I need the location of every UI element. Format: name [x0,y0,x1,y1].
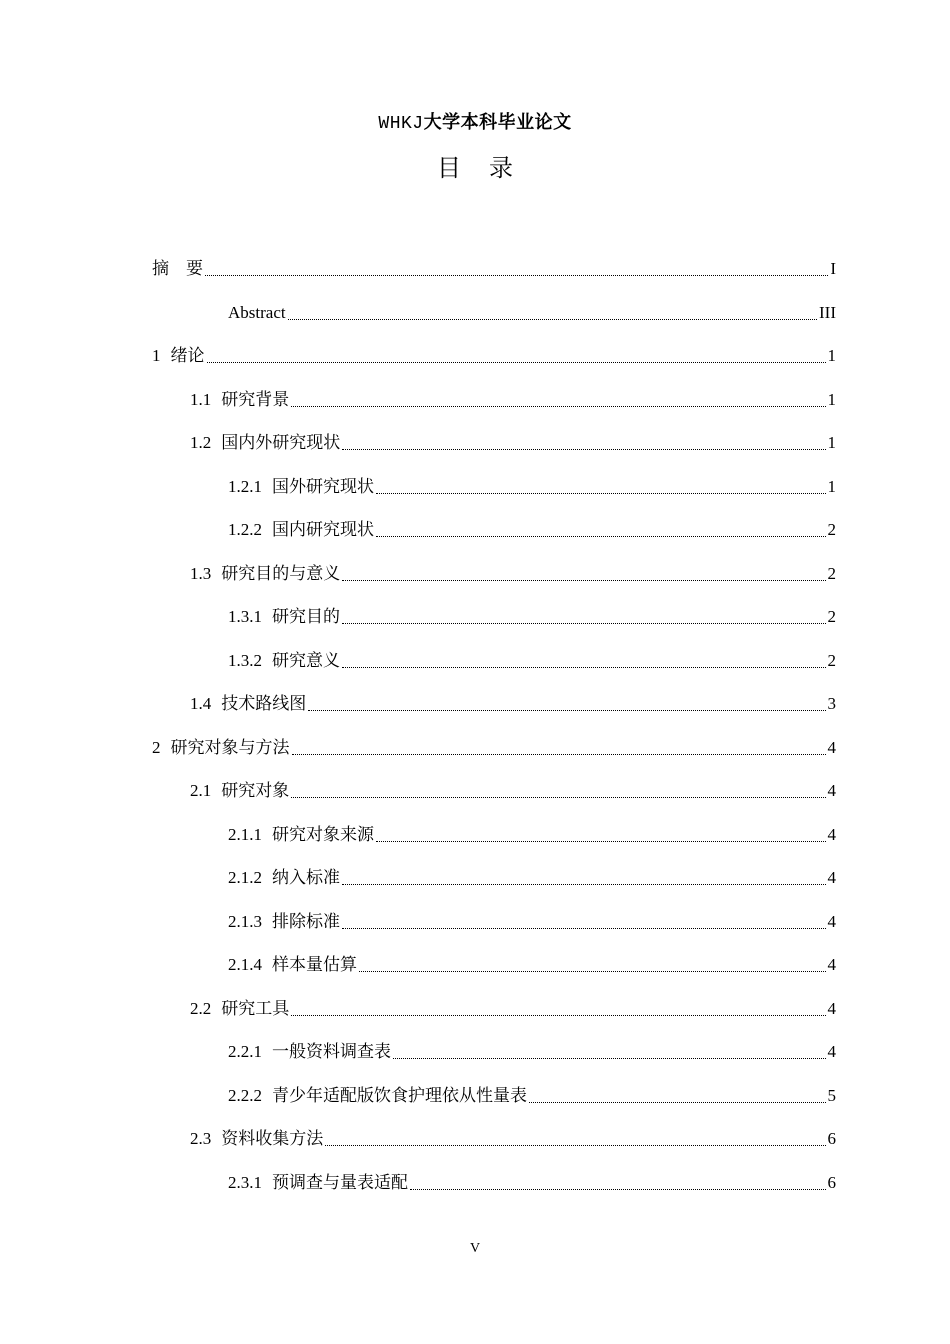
toc-entry-title: 研究背景 [221,389,290,409]
toc-entry-number: 2.2 [190,998,212,1018]
toc-entry-number: 2.2.2 [228,1085,262,1105]
document-header [0,108,950,134]
header-thesis-type: 大学本科毕业论文 [423,112,572,133]
toc-entry-page: 2 [827,650,836,670]
toc-dot-leader [342,666,826,668]
toc-entry-title: 研究工具 [221,998,290,1018]
toc-entry-page: 4 [827,824,836,844]
toc-entry[interactable] [190,385,836,415]
toc-entry[interactable] [152,341,836,371]
toc-entry-number: 1.3.1 [228,607,262,626]
toc-entry-title: 一般资料调查表 [272,1042,391,1061]
toc-entry-label [190,994,291,1024]
toc-entry-title: 研究目的与意义 [221,563,341,583]
toc-entry-page: 2 [827,563,836,583]
toc-entry-title: 技术路线图 [221,694,307,713]
toc-entry-number: 2.1.4 [228,955,262,974]
toc-entry-page: 2 [827,520,836,539]
toc-entry-label [190,385,291,415]
toc-entry-label [190,559,342,589]
toc-entry-page: 1 [827,476,836,496]
toc-entry-label [152,733,292,763]
toc-entry-page: 6 [827,1129,836,1148]
toc-entry[interactable] [190,559,836,589]
toc-dot-leader [291,405,825,407]
toc-entry[interactable] [190,428,836,458]
toc-entry-number: 2.1.2 [228,868,262,887]
toc-entry-number: 1 [152,346,161,365]
page-number: V [469,1241,481,1256]
toc-entry-number: 1.3 [190,563,212,583]
toc-entry-title: 排除标准 [272,911,340,931]
toc-entry[interactable] [228,863,836,893]
toc-entry[interactable] [190,994,836,1024]
toc-entry-page: I [830,259,836,278]
toc-entry-label [228,950,359,980]
toc-entry-title: 青少年适配版饮食护理依从性量表 [272,1085,527,1105]
toc-entry-label [228,1168,410,1198]
toc-dot-leader [207,361,826,363]
toc-entry[interactable] [228,950,836,980]
toc-entry-number: 2.2.1 [228,1042,262,1061]
toc-entry-page: 4 [827,955,836,974]
toc-entry-page: 4 [827,737,836,757]
toc-entry[interactable] [228,472,836,502]
toc-entry-number: 2.1.1 [228,824,262,844]
toc-entry-label [190,776,291,806]
toc-entry[interactable] [152,733,836,763]
toc-entry[interactable] [228,907,836,937]
header-school-name: WHKJ [378,114,424,134]
toc-entry-label [190,689,308,719]
toc-entry[interactable] [228,298,836,328]
toc-entry-label [228,1081,529,1111]
toc-entry-page: 4 [827,1042,836,1061]
toc-dot-leader [342,883,826,885]
toc-dot-leader [308,709,825,711]
toc-entry-title: 国外研究现状 [272,476,374,496]
toc-entry-label [190,428,342,458]
toc-dot-leader [342,927,826,929]
toc-entry-page: 4 [827,781,836,800]
toc-entry[interactable] [228,1037,836,1067]
toc-entry-number: 1.2.2 [228,520,262,539]
toc-entry-title: 纳入标准 [272,868,340,887]
toc-entry-number: 1.3.2 [228,650,262,670]
toc-entry[interactable] [190,1124,836,1154]
toc-entry-title: 样本量估算 [272,955,357,974]
toc-entry-number: 1.4 [190,694,212,713]
toc-entry-page: 2 [827,607,836,626]
toc-entry-label [228,298,288,328]
toc-entry[interactable] [228,646,836,676]
toc-entry-page: 4 [827,911,836,931]
toc-entry[interactable] [228,820,836,850]
toc-entry-title: 研究对象与方法 [170,737,290,757]
toc-entry-page: 5 [827,1085,836,1105]
toc-entry-title: 研究对象来源 [272,824,374,844]
toc-entry-title: Abstract [228,302,286,322]
toc-entry-title: 研究目的 [272,607,340,626]
toc-entry-number: 1.2 [190,433,212,452]
toc-entry-title: 国内外研究现状 [221,433,341,452]
toc-entry-label [228,472,376,502]
toc-entry-page: 1 [827,389,836,409]
toc-entry-title: 研究对象 [221,781,290,800]
toc-dot-leader [376,840,826,842]
toc-entry-label [190,1124,325,1154]
toc-dot-leader [288,318,817,320]
toc-entry-page: 4 [827,998,836,1018]
toc-entry-label [228,820,376,850]
toc-dot-leader [342,622,826,624]
toc-dot-leader [342,579,825,581]
toc-entry-number: 2 [152,737,161,757]
toc-entry-page: III [819,302,836,322]
toc-entry-title: 研究意义 [272,650,340,670]
toc-dot-leader [393,1057,826,1059]
toc-entry-number: 1.1 [190,389,212,409]
toc-entry[interactable] [190,689,836,719]
toc-entry-number: 1.2.1 [228,476,262,496]
toc-entry-number: 2.1.3 [228,911,262,931]
toc-dot-leader [292,753,826,755]
toc-entry-label [228,863,342,893]
toc-dot-leader [410,1188,826,1190]
toc-entry-page: 6 [827,1172,836,1192]
toc-entry-label [228,515,376,545]
toc-dot-leader [205,274,828,276]
toc-entry-page: 1 [827,346,836,365]
toc-entry-label [228,907,342,937]
toc-entry-title: 摘 要 [152,259,203,279]
toc-dot-leader [325,1144,825,1146]
toc-entry[interactable] [228,1081,836,1111]
toc-entry-label [228,602,342,632]
toc-dot-leader [376,492,826,494]
toc-dot-leader [529,1101,826,1103]
toc-entry-title: 预调查与量表适配 [272,1172,408,1192]
page-title: 目录 [437,154,541,182]
toc-entry-title: 绪论 [170,346,205,365]
toc-entry-page: 1 [827,433,836,452]
toc-entry[interactable] [152,254,836,284]
toc-entry[interactable] [190,776,836,806]
toc-entry-title: 资料收集方法 [221,1129,324,1148]
toc-entry-label [228,1037,393,1067]
toc-entry-number: 2.3.1 [228,1172,262,1192]
toc-entry[interactable] [228,515,836,545]
toc-entry-label [152,254,205,284]
toc-dot-leader [376,535,826,537]
toc-entry-number: 2.3 [190,1129,212,1148]
toc-entry[interactable] [228,1168,836,1198]
toc-dot-leader [342,448,825,450]
toc-dot-leader [291,796,825,798]
toc-entry-label [152,341,207,371]
toc-entry-title: 国内研究现状 [272,520,374,539]
toc-entry-number: 2.1 [190,781,212,800]
toc-dot-leader [359,970,826,972]
toc-dot-leader [291,1014,825,1016]
toc-entry[interactable] [228,602,836,632]
toc-entry-label [228,646,342,676]
toc-entry-page: 3 [827,694,836,713]
toc-entry-page: 4 [827,868,836,887]
